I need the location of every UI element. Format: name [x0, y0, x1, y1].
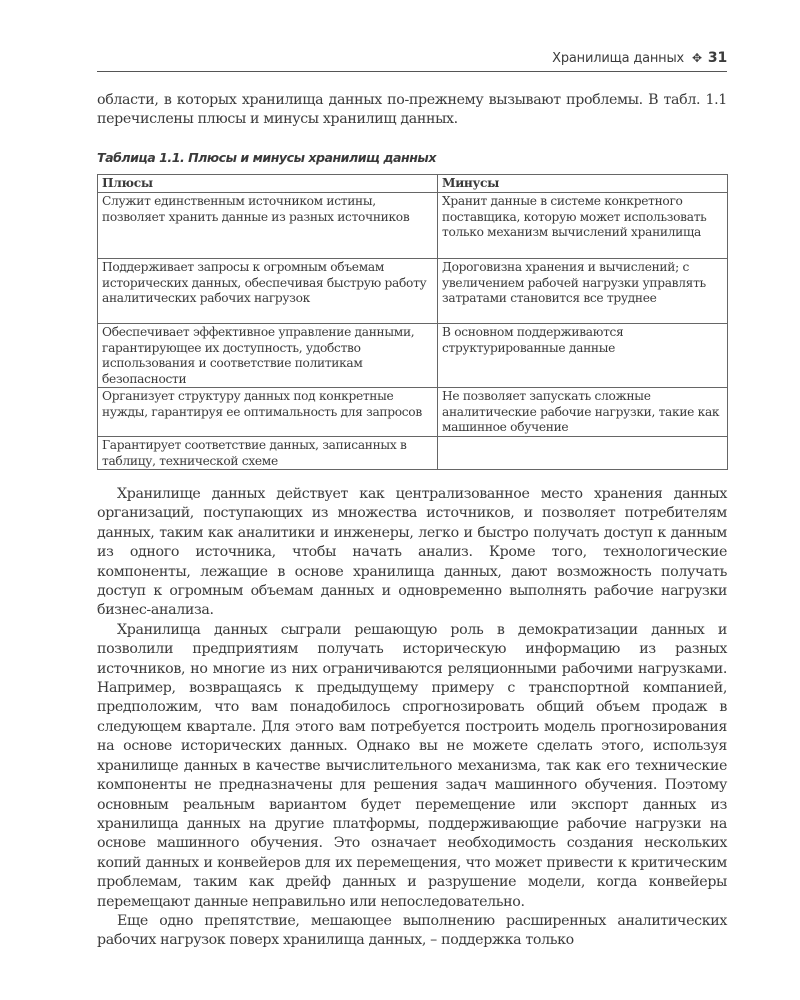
page-number: 31: [707, 50, 727, 66]
con-cell: Не позволяет запускать сложные аналитические рабочие нагрузки, такие как машинное обучение: [438, 388, 728, 437]
table-row: [98, 193, 728, 259]
paragraph: Хранилища данных сыграли решающую роль в демократизации данных и позволили предприятиям получать историческую информацию из разных источников, но многие из них ограничиваются реляционными рабочими нагрузками. Например, возвращаясь к предыдущему примеру с транспортной компанией, предположим, что вам понадобилось спрогнозировать общий объем продаж в следующем квартале. Для этого вам потребуется построить модель прогнозирования на основе исторических данных. Однако вы не можете сделать этого, используя хранилище данных в качестве вычислительного механизма, так как его технические компоненты не предназначены для решения задач машинного обучения. Поэтому основным реальным вариантом будет перемещение или экспорт данных из хранилища данных на другие платформы, поддерживающие рабочие нагрузки на основе машинного обучения. Это означает необходимость создания нескольких копий данных и конвейеров для их перемещения, что может привести к критическим проблемам, таким как дрейф данных и разрушение модели, когда конвейеры перемещают данные неправильно или непоследовательно.: [97, 621, 727, 910]
pro-cell: Гарантирует соответствие данных, записанных в таблицу, технической схеме: [98, 437, 438, 470]
body-text: [97, 485, 727, 951]
table-header-row: [98, 175, 728, 193]
running-title: Хранилища данных: [552, 51, 685, 66]
table-caption: Таблица 1.1. Плюсы и минусы хранилищ данных: [97, 150, 436, 165]
con-cell: Дороговизна хранения и вычислений; с увеличением рабочей нагрузки управлять затратами становится все труднее: [438, 259, 728, 324]
table-row: [98, 437, 728, 470]
header-rule: [97, 71, 727, 72]
table-row: [98, 259, 728, 324]
con-cell: Хранит данные в системе конкретного поставщика, которую может использовать только механизм вычислений хранилища: [438, 193, 728, 259]
table-row: [98, 324, 728, 388]
pro-cell: Поддерживает запросы к огромным объемам исторических данных, обеспечивая быструю работу аналитических рабочих нагрузок: [98, 259, 438, 324]
con-cell: [438, 437, 728, 470]
paragraph: Еще одно препятствие, мешающее выполнению расширенных аналитических рабочих нагрузок поверх хранилища данных, – поддержка только: [97, 912, 727, 949]
intro-paragraph: [97, 91, 727, 130]
pro-cell: Обеспечивает эффективное управление данными, гарантирующее их доступность, удобство использования и соответствие политикам безопасности: [98, 324, 438, 388]
column-header-pros: Плюсы: [98, 175, 438, 193]
intro-text: области, в которых хранилища данных по-прежнему вызывают проблемы. В табл. 1.1 перечислены плюсы и минусы хранилищ данных.: [97, 92, 727, 128]
paragraph: Хранилище данных действует как централизованное место хранения данных организаций, поступающих из множества источников, и позволяет потребителям данных, таким как аналитики и инженеры, легко и быстро получать доступ к данным из одного источника, чтобы начать анализ. Кроме того, технологические компоненты, лежащие в основе хранилища данных, дают возможность получать доступ к огромным объемам данных и одновременно выполнять рабочие нагрузки бизнес-анализа.: [97, 486, 727, 619]
running-header: [97, 50, 727, 70]
pro-cell: Служит единственным источником истины, позволяет хранить данные из разных источников: [98, 193, 438, 259]
pros-cons-table: [97, 174, 728, 470]
con-cell: В основном поддерживаются структурированные данные: [438, 324, 728, 388]
table-row: [98, 388, 728, 437]
column-header-cons: Минусы: [438, 175, 728, 193]
pro-cell: Организует структуру данных под конкретные нужды, гарантируя ее оптимальность для запросов: [98, 388, 438, 437]
fleuron-icon: ✥: [692, 51, 702, 65]
